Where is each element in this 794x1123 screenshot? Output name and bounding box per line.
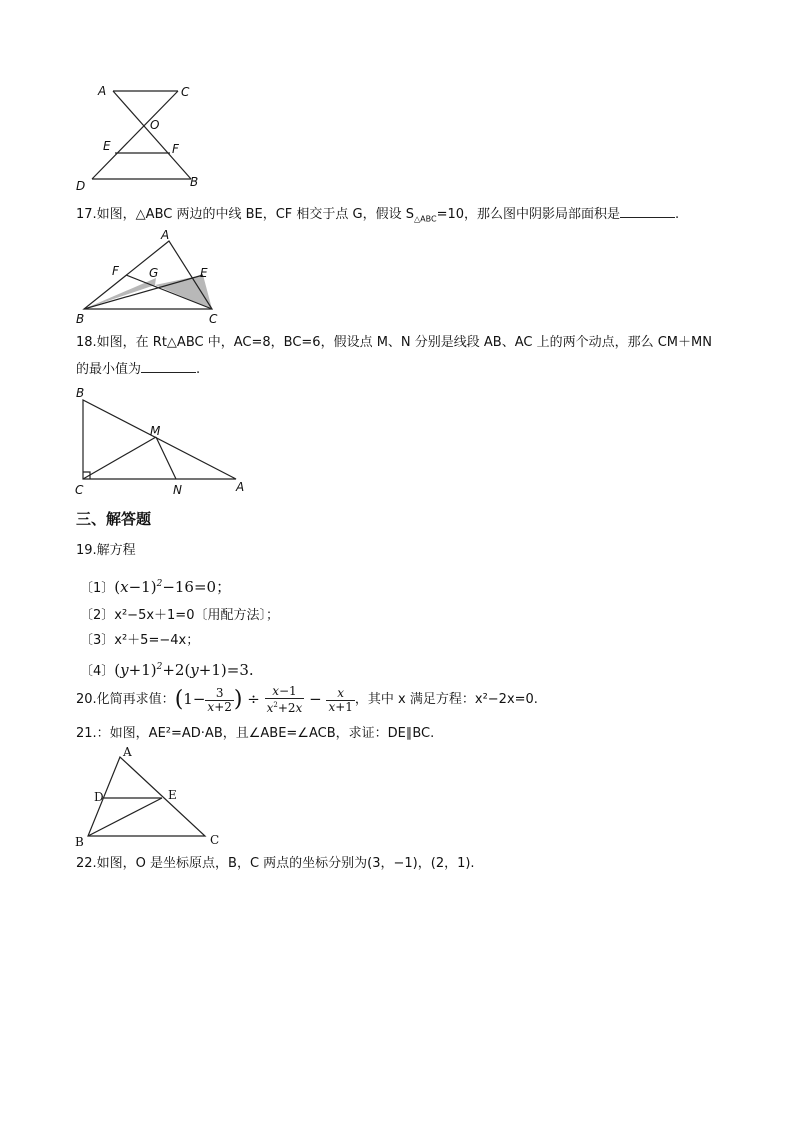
q19-p4-expression: $(y+1)^2+2(y+1)$	[114, 661, 227, 679]
q17-subscript: △ABC	[414, 214, 437, 224]
question-18-line1: 18.如图，在 Rt△ABC 中，AC=8，BC=6，假设点 M、N 分别是线段 AB、AC 上的两个动点，那么 CM＋MN	[76, 335, 712, 350]
label-d: D	[76, 179, 86, 193]
label-b: B	[76, 312, 85, 326]
right-triangle-figure	[70, 384, 255, 499]
label-c: C	[209, 312, 218, 326]
question-17	[76, 204, 679, 229]
label-f: F	[172, 142, 179, 156]
triangle-de-bc-figure	[70, 743, 230, 851]
answer-blank	[620, 204, 675, 218]
segment-cd	[92, 91, 178, 179]
segment-cm	[83, 437, 156, 479]
q19-part4	[80, 655, 254, 684]
q17-suffix: =10，那么图中阴影局部面积是	[436, 207, 621, 222]
hourglass-figure	[70, 80, 220, 195]
label-a: A	[236, 480, 245, 494]
label-a: A	[123, 745, 132, 759]
question-19-title: 19.解方程	[76, 543, 136, 558]
q19-part1	[80, 572, 231, 601]
label-m: M	[150, 424, 161, 438]
label-c: C	[75, 483, 84, 497]
q18-line2-end: .	[196, 362, 201, 377]
q19-p4-tail: =3.	[226, 661, 254, 679]
q17-prefix: 17.如图，△ABC 两边的中线 BE，CF 相交于点 G，假设 S	[76, 207, 415, 222]
label-a: A	[98, 84, 107, 98]
label-c: C	[181, 85, 190, 99]
label-o: O	[150, 118, 160, 132]
label-e: E	[168, 788, 177, 802]
label-a: A	[161, 228, 170, 242]
q18-line2-prefix: 的最小值为	[76, 362, 142, 377]
q20-prefix: 20.化简再求值：	[76, 692, 175, 707]
triangle-bca	[83, 400, 236, 479]
segment-ab	[113, 91, 191, 179]
q19-p1-tail: −16=0；	[162, 578, 232, 596]
label-g: G	[149, 266, 159, 280]
q19-part2: 〔2〕x²−5x＋1=0〔用配方法〕；	[80, 608, 279, 623]
label-n: N	[173, 483, 182, 497]
q19-part3: 〔3〕x²＋5=−4x；	[80, 633, 200, 648]
label-e: E	[200, 266, 208, 280]
label-c: C	[210, 833, 220, 847]
q20-expression: (1− $\frac{3}{x+2}$ ) ÷ $\frac{x-1}{x^2+2x}$ − $\frac{x}{x+1}$	[174, 684, 353, 715]
answer-blank	[141, 359, 196, 373]
fraction-x-over-x-plus-1: $\frac{x}{x+1}$	[328, 685, 353, 714]
q19-p1-label: 〔1〕	[80, 581, 115, 596]
question-22: 22.如图，O 是坐标原点，B，C 两点的坐标分别为(3，−1)，(2，1).	[76, 856, 475, 871]
triangle-median-figure	[70, 228, 230, 328]
q20-suffix: ，其中 x 满足方程：x²−2x=0.	[354, 692, 538, 707]
q17-end: .	[675, 207, 680, 222]
question-18-line2	[76, 359, 200, 379]
section-title: 三、解答题	[76, 510, 152, 528]
fraction-x-minus-1: $\frac{x-1}{x^2+2x}$	[266, 684, 303, 715]
label-b: B	[75, 835, 84, 849]
label-f: F	[112, 264, 119, 278]
label-d: D	[94, 790, 104, 804]
fraction-3-over-x-plus-2: $\frac{3}{x+2}$	[207, 685, 232, 714]
label-b: B	[190, 175, 199, 189]
question-20	[76, 684, 538, 714]
q19-p4-label: 〔4〕	[80, 664, 115, 679]
label-e: E	[103, 139, 111, 153]
question-21: 21.：如图，AE²=AD·AB，且∠ABE=∠ACB，求证：DE∥BC.	[76, 726, 435, 741]
triangle-abc	[88, 757, 205, 836]
q19-p1-expression: $(x-1)^2$	[114, 578, 163, 596]
label-b: B	[76, 386, 85, 400]
